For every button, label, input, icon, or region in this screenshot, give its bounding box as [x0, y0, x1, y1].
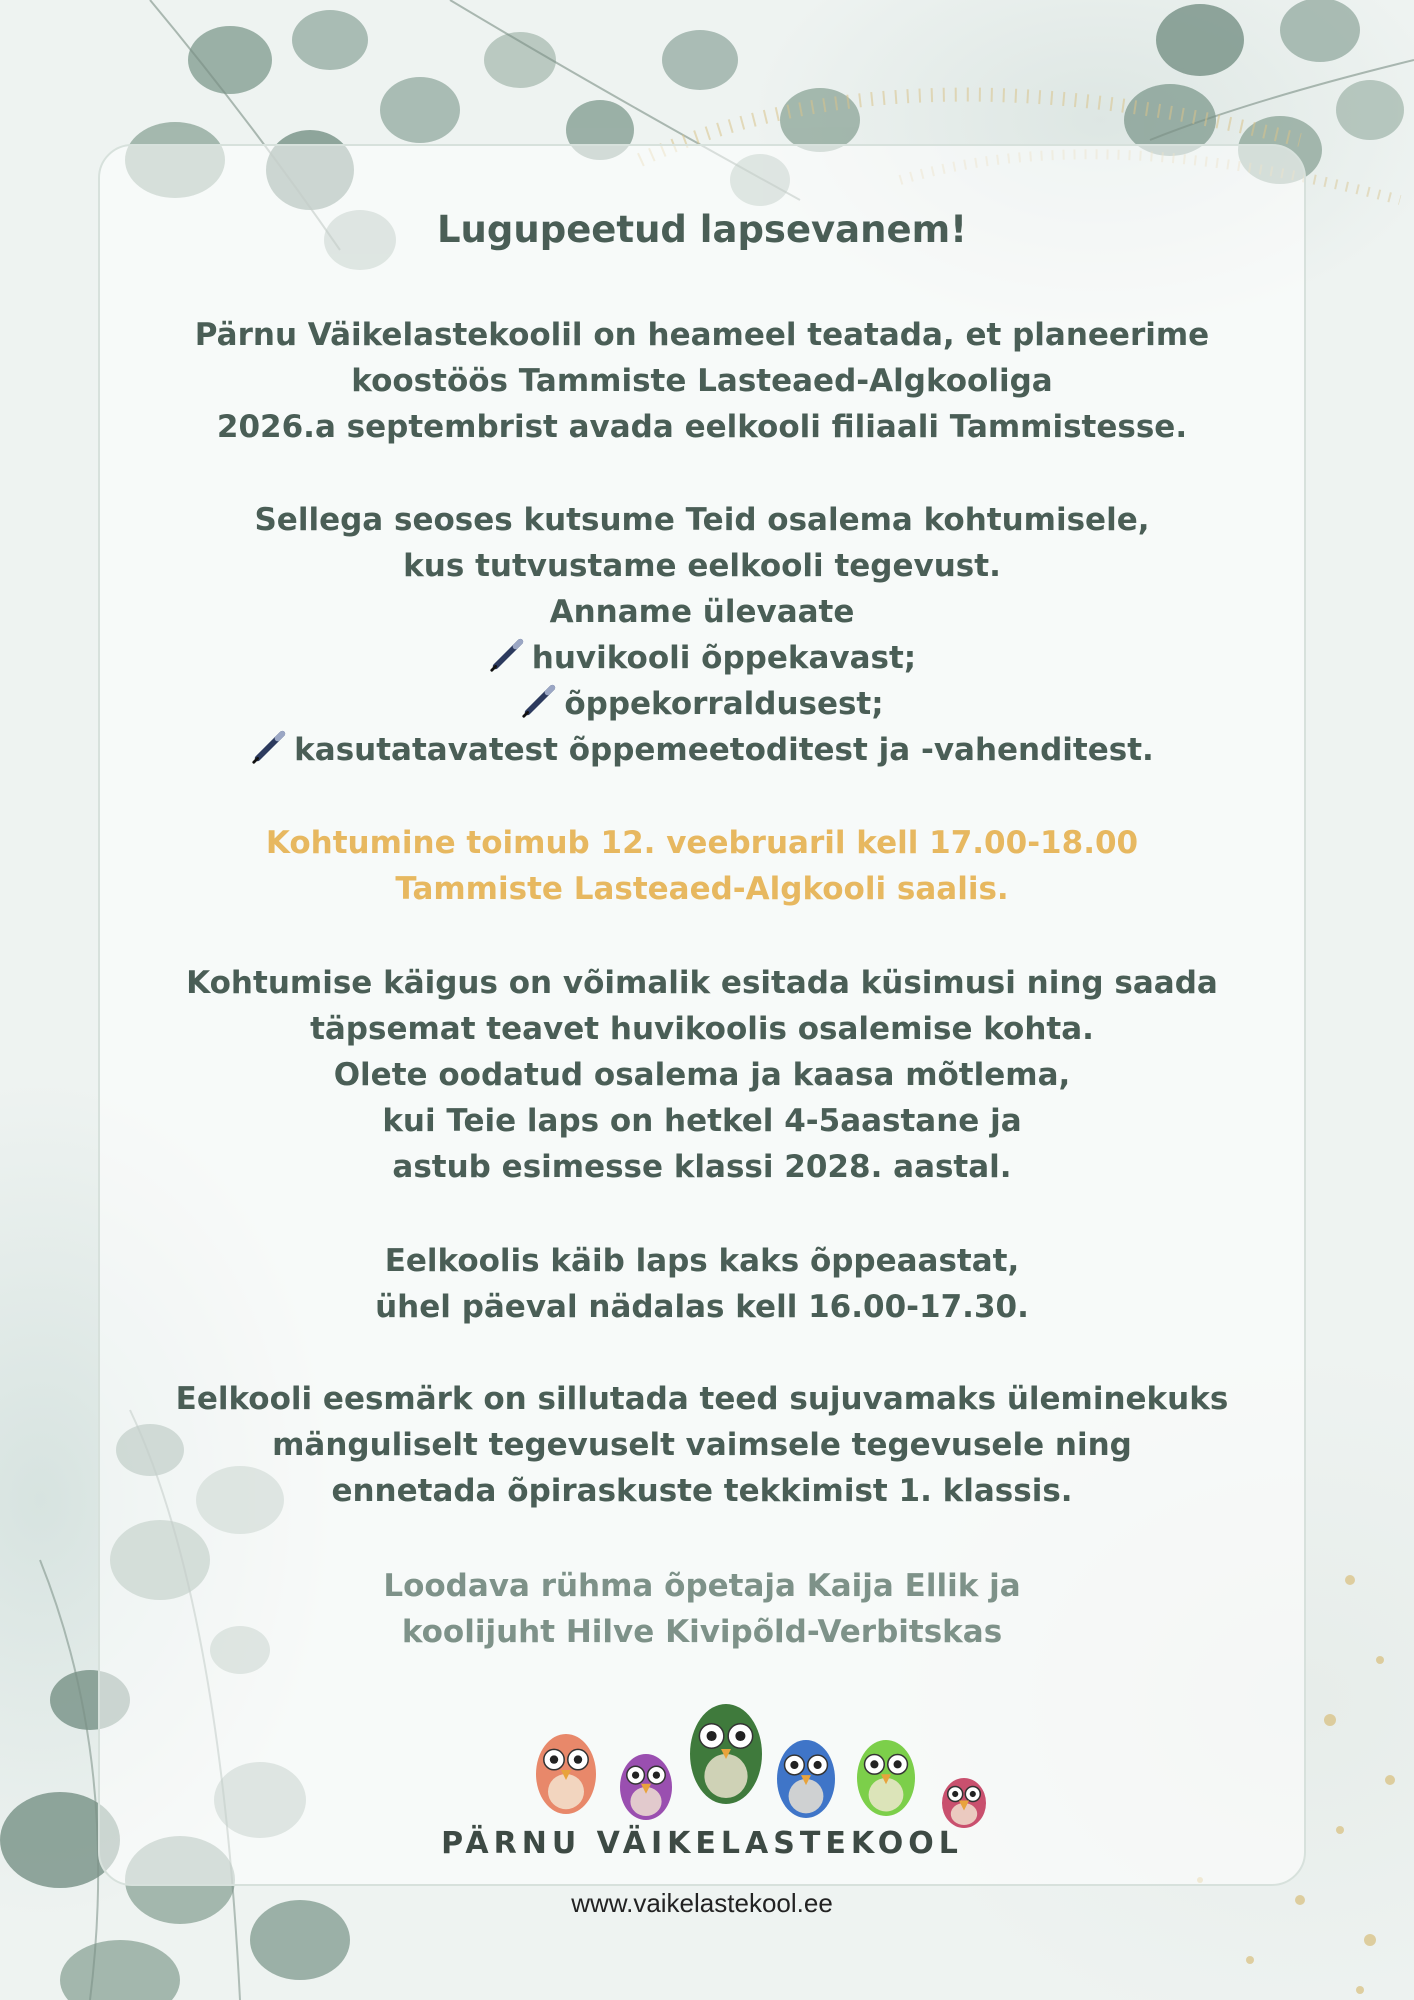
intro-line: koostöös Tammiste Lasteaed-Algkooliga [351, 363, 1053, 399]
questions-line: astub esimesse klassi 2028. aastal. [392, 1149, 1012, 1185]
meeting-info [98, 820, 1306, 912]
owl-figure [777, 1740, 835, 1818]
questions-line: täpsemat teavet huvikoolis osalemise kohta. [310, 1011, 1094, 1047]
topic-item [98, 727, 1306, 773]
meeting-line: Tammiste Lasteaed-Algkooli saalis. [395, 871, 1009, 907]
questions-line: Kohtumise käigus on võimalik esitada küsimusi ning saada [186, 965, 1218, 1001]
schedule-line: ühel päeval nädalas kell 16.00-17.30. [375, 1289, 1029, 1325]
logo-text: PÄRNU VÄIKELASTEKOOL [441, 1826, 963, 1861]
goal-line: Eelkooli eesmärk on sillutada teed sujuvamaks üleminekuks [175, 1381, 1229, 1417]
goal-line: ennetada õpiraskuste tekkimist 1. klassis. [331, 1473, 1073, 1509]
website-link[interactable]: www.vaikelastekool.ee [571, 1888, 833, 1918]
signature-line: Loodava rühma õpetaja Kaija Ellik ja [383, 1568, 1021, 1604]
owl-figure [620, 1754, 672, 1820]
invitation-paragraph [98, 497, 1306, 773]
pen-icon [520, 682, 558, 720]
signature [98, 1563, 1306, 1655]
goal-paragraph [98, 1376, 1306, 1514]
owl-figure [690, 1704, 762, 1804]
topic-label: õppekorraldusest; [564, 686, 884, 722]
topic-label: huvikooli õppekavast; [531, 640, 917, 676]
topic-item [98, 681, 1306, 727]
meeting-line: Kohtumine toimub 12. veebruaril kell 17.00-18.00 [265, 825, 1139, 861]
pen-icon [488, 636, 526, 674]
questions-line: kui Teie laps on hetkel 4-5aastane ja [382, 1103, 1022, 1139]
topic-label: kasutatavatest õppemeetoditest ja -vahenditest. [294, 732, 1154, 768]
owl-figure [857, 1740, 915, 1816]
schedule-line: Eelkoolis käib laps kaks õppeaastat, [384, 1243, 1020, 1279]
questions-line: Olete oodatud osalema ja kaasa mõtlema, [333, 1057, 1071, 1093]
pen-icon [250, 728, 288, 766]
intro-line: Pärnu Väikelastekoolil on heameel teatada, et planeerime [194, 317, 1210, 353]
signature-line: koolijuht Hilve Kivipõld-Verbitskas [401, 1614, 1003, 1650]
intro-paragraph [98, 312, 1306, 450]
owl-figure [942, 1778, 986, 1828]
owl-figure [536, 1734, 596, 1814]
intro-line: 2026.a septembrist avada eelkooli filiaali Tammistesse. [216, 409, 1188, 445]
schedule-paragraph [98, 1238, 1306, 1330]
goal-line: mänguliselt tegevuselt vaimsele tegevusele ning [272, 1427, 1132, 1463]
greeting-heading: Lugupeetud lapsevanem! [436, 208, 967, 251]
invitation-line: Sellega seoses kutsume Teid osalema kohtumisele, [254, 502, 1150, 538]
invitation-line: Anname ülevaate [549, 594, 855, 630]
questions-paragraph [98, 960, 1306, 1190]
invitation-line: kus tutvustame eelkooli tegevust. [403, 548, 1001, 584]
topic-item [98, 635, 1306, 681]
